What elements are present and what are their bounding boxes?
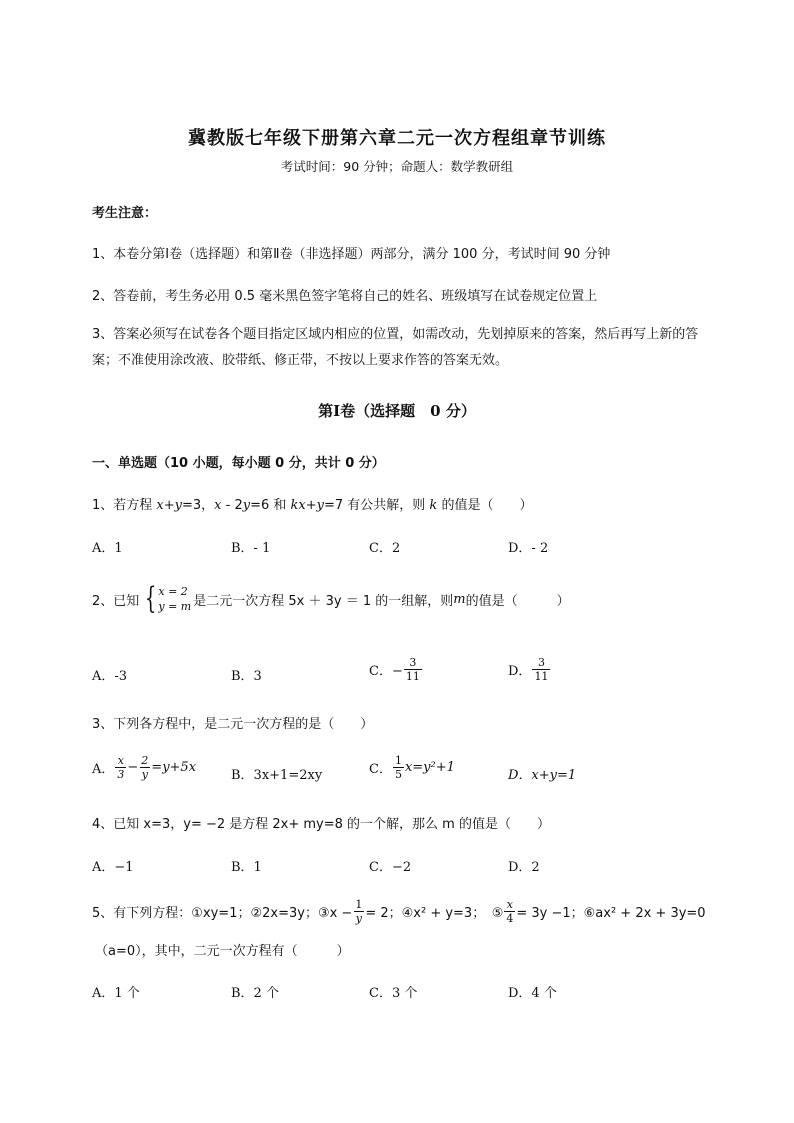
q1-option-d[interactable]: D．- 2 xyxy=(508,541,549,556)
q3-option-c-label: C． xyxy=(369,762,392,777)
notice-rule-2: 2、答卷前，考生务必用 0.5 毫米黑色签字笔将自己的姓名、班级填写在试卷规定位置上 xyxy=(92,289,598,304)
q5-option-d[interactable]: D．4 个 xyxy=(508,986,557,1001)
q2-var: m xyxy=(453,591,466,607)
notice-rule-3: 3、答案必须写在试卷各个题目指定区域内相应的位置，如需改动，先划掉原来的答案，然后再写上新的答案；不准使用涂改液、胶带纸、修正带，不按以上要求作答的答案无效。 xyxy=(92,327,699,368)
q5-line-2: （a=0），其中，二元一次方程有（ ） xyxy=(95,944,350,959)
q1-option-c[interactable]: C．2 xyxy=(369,541,401,556)
q5-option-a[interactable]: A．1 个 xyxy=(92,986,140,1001)
q2-option-d-denominator: 11 xyxy=(534,670,549,683)
q3-option-a-fraction-2 xyxy=(139,754,150,781)
q1-eq3: kx+y xyxy=(290,498,324,513)
q3-option-a[interactable] xyxy=(92,754,196,781)
q5-fraction-1-numerator: 1 xyxy=(355,898,363,911)
q3-option-a-fraction-1 xyxy=(115,754,126,781)
q2-option-c[interactable] xyxy=(369,656,423,683)
q3-option-d[interactable]: D．x+y=1 xyxy=(508,768,577,783)
notice-rule-1: 1、本卷分第Ⅰ卷（选择题）和第Ⅱ卷（非选择题）两部分，满分 100 分，考试时间 90 分钟 xyxy=(92,247,611,262)
q1-eq1b: =3， xyxy=(181,498,215,513)
q1-option-a[interactable]: A．1 xyxy=(92,541,123,556)
q3-option-a-f2-denominator: y xyxy=(141,768,148,781)
q3-option-a-rest: =y+5x xyxy=(151,760,197,775)
q2-option-d-fraction xyxy=(532,656,550,683)
q1-eq1: x+y xyxy=(156,498,182,513)
exam-info: 考试时间：90 分钟；命题人：数学教研组 xyxy=(280,159,514,174)
q2-option-b[interactable]: B．3 xyxy=(231,669,262,684)
q4-option-b[interactable]: B．1 xyxy=(231,860,262,875)
question-5 xyxy=(92,898,706,925)
q5-part-2: = 2；④x² + y=3； ⑤ xyxy=(365,906,504,921)
q2-option-c-fraction xyxy=(404,656,422,683)
q3-option-a-f1-numerator: x xyxy=(117,754,124,767)
q2-suffix: 的值是（ ） xyxy=(465,593,570,609)
q5-part-3: = 3y −1；⑥ax² + 2x + 3y=0 xyxy=(516,906,706,921)
q4-option-c[interactable]: C．−2 xyxy=(369,860,412,875)
q2-option-d-label: D． xyxy=(508,664,532,679)
question-4: 4、已知 x=3，y= −2 是方程 2x+ my=8 的一个解，那么 m 的值是（ ） xyxy=(92,817,550,832)
q2-option-c-numerator: 3 xyxy=(409,656,417,669)
q1-suffix: 的值是（ ） xyxy=(437,498,533,513)
q4-option-a[interactable]: A．−1 xyxy=(92,860,134,875)
q5-fraction-1-denominator: y xyxy=(355,912,362,925)
q5-option-b[interactable]: B．2 个 xyxy=(231,986,279,1001)
q3-option-a-f1-denominator: 3 xyxy=(117,768,125,781)
q1-eq2c: y xyxy=(242,498,251,513)
part-heading: 一、单选题（10 小题，每小题 0 分，共计 0 分） xyxy=(92,456,385,471)
q2-option-d-numerator: 3 xyxy=(537,656,545,669)
q2-system-line-2: y = m xyxy=(158,600,192,613)
question-1 xyxy=(92,494,532,513)
q5-fraction-1 xyxy=(353,898,364,925)
q3-option-a-label: A． xyxy=(92,762,115,777)
q3-option-c[interactable] xyxy=(369,754,455,781)
q1-option-b[interactable]: B．- 1 xyxy=(231,541,271,556)
q3-option-b[interactable]: B．3x+1=2xy xyxy=(231,768,323,783)
q2-prefix: 2、已知 xyxy=(92,593,140,609)
q3-option-a-minus: − xyxy=(127,760,139,775)
q1-eq2d: =6 和 xyxy=(250,498,291,513)
q3-option-a-f2-numerator: 2 xyxy=(141,754,149,767)
q2-option-d[interactable] xyxy=(508,656,551,683)
q5-part-1: 5、有下列方程：①xy=1；②2x=3y；③x − xyxy=(92,906,353,921)
q1-eq3b: =7 有公共解，则 xyxy=(323,498,430,513)
q3-option-c-fraction xyxy=(393,754,404,781)
question-2 xyxy=(92,581,570,616)
q2-equation-system xyxy=(141,581,192,616)
q1-var: k xyxy=(429,498,438,513)
page-title: 冀教版七年级下册第六章二元一次方程组章节训练 xyxy=(188,128,606,149)
brace-icon: { xyxy=(145,581,157,616)
q1-prefix: 1、若方程 xyxy=(92,498,157,513)
q1-eq2: x xyxy=(214,498,222,513)
q5-option-c[interactable]: C．3 个 xyxy=(369,986,418,1001)
q3-option-c-rest: x=y²+1 xyxy=(404,760,455,775)
q2-option-c-label: C．− xyxy=(369,664,403,679)
q2-system-line-1: x = 2 xyxy=(158,585,188,598)
q2-option-c-denominator: 11 xyxy=(405,670,420,683)
q2-middle: 是二元一次方程 5x ＋ 3y ＝ 1 的一组解，则 xyxy=(193,593,454,609)
q5-fraction-2 xyxy=(504,898,515,925)
q3-option-c-numerator: 1 xyxy=(394,754,402,767)
q5-fraction-2-denominator: 4 xyxy=(506,912,514,925)
q5-fraction-2-numerator: x xyxy=(506,898,513,911)
q2-option-a[interactable]: A．-3 xyxy=(92,669,128,684)
q3-option-c-denominator: 5 xyxy=(394,768,402,781)
question-3: 3、下列各方程中，是二元一次方程的是（ ） xyxy=(92,717,374,732)
q1-eq2b: - 2 xyxy=(221,498,243,513)
section-title: 第Ⅰ卷（选择题 0 分） xyxy=(318,402,476,420)
notice-heading: 考生注意： xyxy=(92,206,158,221)
q4-option-d[interactable]: D．2 xyxy=(508,860,540,875)
